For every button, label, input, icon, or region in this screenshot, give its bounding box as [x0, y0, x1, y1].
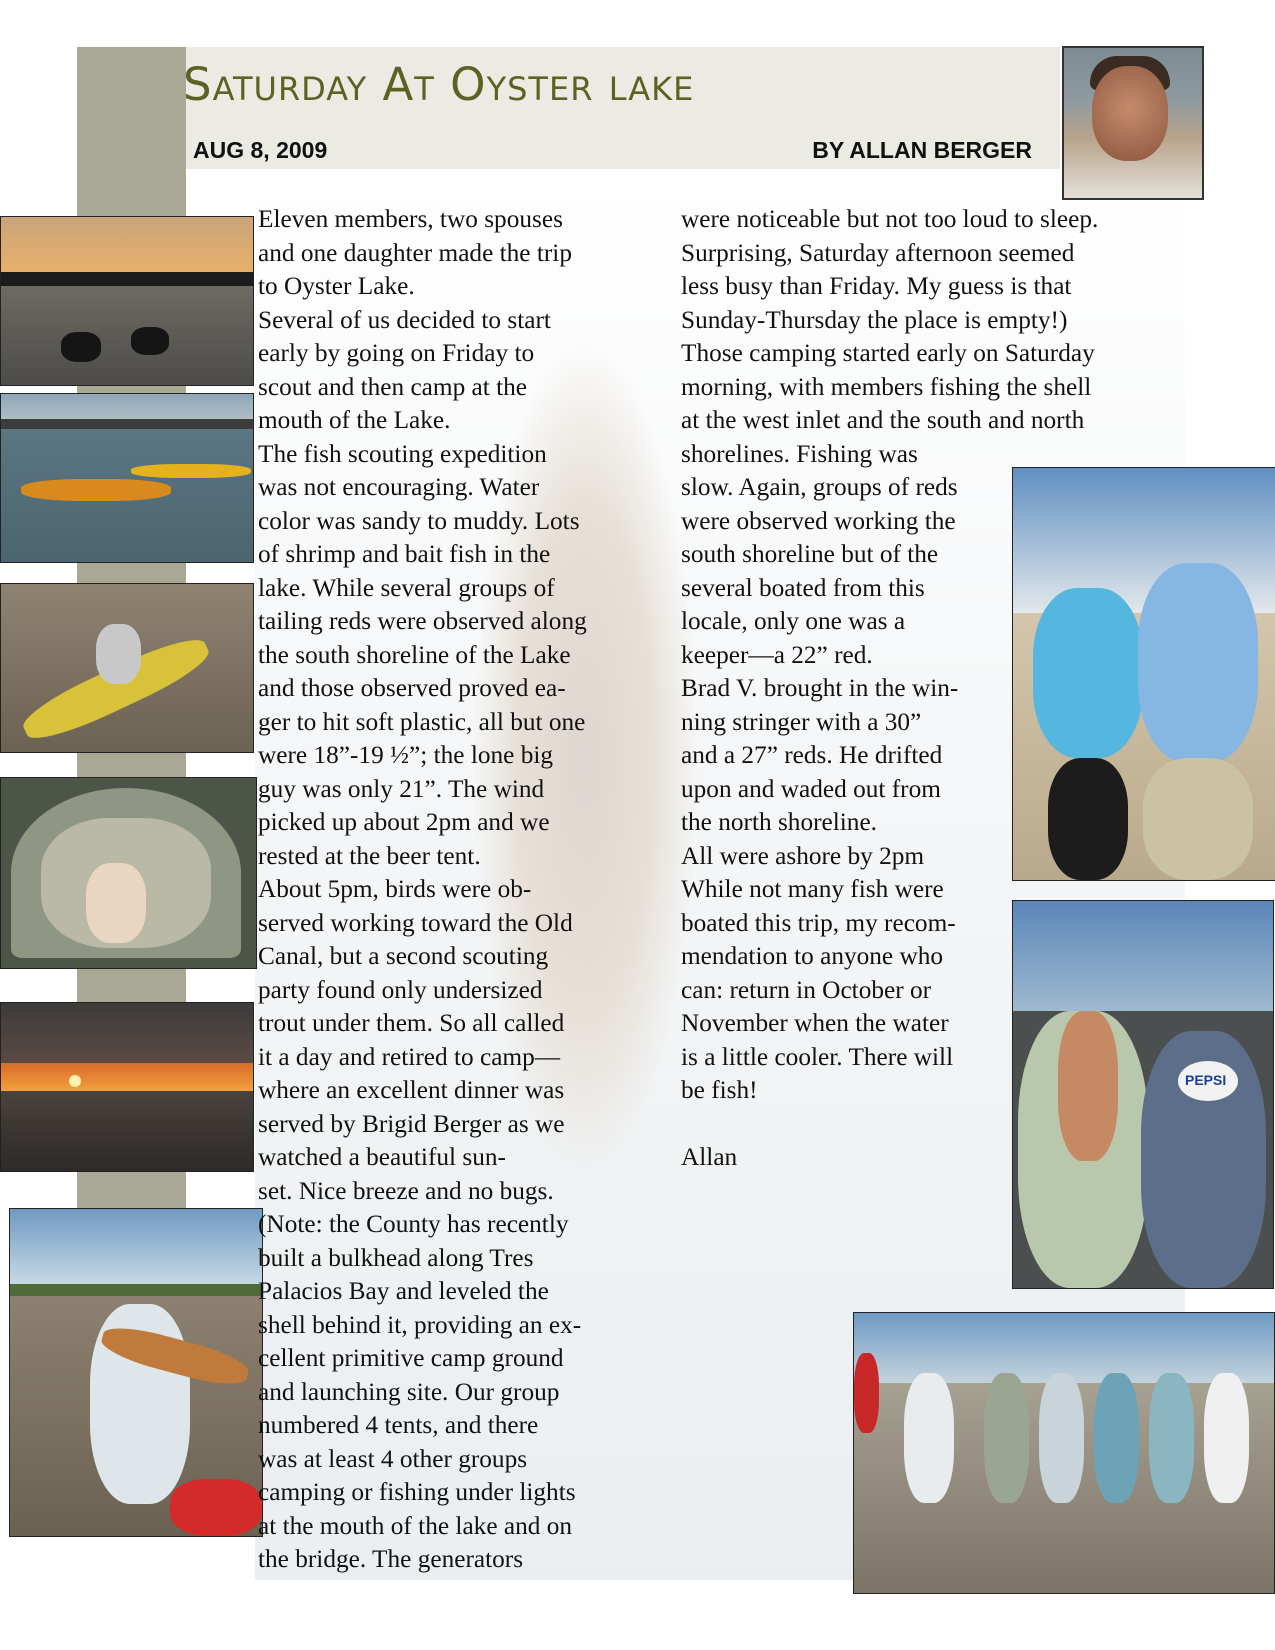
article-text-line: south shoreline but of the [681, 540, 939, 568]
photo-group-of-anglers [853, 1312, 1275, 1594]
article-text-line: of shrimp and bait fish in the [258, 540, 551, 568]
article-text-line: Those camping started early on Saturday [681, 339, 1095, 367]
article-text-line: The fish scouting expedition [258, 439, 547, 468]
article-text-line: tailing reds were observed along [258, 607, 587, 635]
article-text-line: keeper—a 22” red. [681, 640, 873, 669]
article-text-line: built a bulkhead along Tres [258, 1243, 534, 1272]
article-text-line: boated this trip, my recom- [681, 908, 956, 937]
article-text-line: Surprising, Saturday afternoon seemed [681, 238, 1075, 267]
article-text-line: cellent primitive camp ground [258, 1344, 564, 1372]
article-text-line: and one daughter made the trip [258, 238, 572, 267]
article-text-line: picked up about 2pm and we [258, 808, 550, 836]
photo-sunset-over-water [0, 1002, 254, 1172]
article-text-line: Allan [681, 1143, 738, 1171]
article-text-line: ger to hit soft plastic, all but one [258, 707, 586, 736]
article-text-line: early by going on Friday to [258, 339, 535, 367]
article-text-line: several boated from this [681, 573, 925, 602]
article-text-line: can: return in October or [681, 975, 932, 1004]
article-text-line: at the west inlet and the south and north [681, 406, 1085, 434]
article-text-line [681, 1108, 1098, 1142]
article-text-line: About 5pm, birds were ob- [258, 875, 532, 903]
article-byline: BY ALLAN BERGER [812, 137, 1032, 163]
article-text-line: were noticeable but not too loud to sleep. [681, 205, 1099, 233]
article-text-line: color was sandy to muddy. Lots [258, 506, 580, 535]
article-text-line: be fish! [681, 1076, 758, 1104]
article-text-line: Eleven members, two spouses [258, 205, 563, 233]
article-text-line: served by Brigid Berger as we [258, 1109, 565, 1138]
article-text-line: were 18”-19 ½”; the lone big [258, 741, 554, 769]
article-text-line: numbered 4 tents, and there [258, 1411, 539, 1439]
article-text-line: Palacios Bay and leveled the [258, 1277, 549, 1305]
article-text-line: locale, only one was a [681, 607, 906, 635]
article-body-right-column [681, 203, 1098, 1175]
photo-kayakers-sunset [0, 216, 254, 386]
article-text-line: Several of us decided to start [258, 305, 551, 334]
photo-kayakers-bridge [0, 393, 254, 563]
article-text-line: trout under them. So all called [258, 1009, 565, 1037]
article-text-line: the bridge. The generators [258, 1545, 524, 1573]
article-text-line: lake. While several groups of [258, 573, 555, 602]
article-text-line: mendation to anyone who [681, 942, 944, 970]
article-text-line: Brad V. brought in the win- [681, 674, 959, 702]
article-text-line: and launching site. Our group [258, 1377, 560, 1406]
article-title: Saturday At Oyster lake [183, 58, 695, 111]
article-text-line: scout and then camp at the [258, 372, 528, 401]
article-text-line: and those observed proved ea- [258, 674, 566, 702]
article-text-line: was at least 4 other groups [258, 1444, 528, 1473]
article-text-line: set. Nice breeze and no bugs. [258, 1176, 554, 1205]
photo-angler-yellow-kayak [0, 583, 254, 753]
article-text-line: shorelines. Fishing was [681, 439, 918, 468]
article-text-line: party found only undersized [258, 975, 543, 1004]
article-text-line: (Note: the County has recently [258, 1210, 569, 1238]
article-text-line: and a 27” reds. He drifted [681, 741, 943, 769]
article-text-line: While not many fish were [681, 875, 944, 903]
article-text-line: guy was only 21”. The wind [258, 774, 545, 803]
article-text-line: Sunday-Thursday the place is empty!) [681, 305, 1068, 334]
article-text-line: the south shoreline of the Lake [258, 640, 571, 669]
article-text-line: served working toward the Old [258, 908, 573, 937]
pepsi-logo-text: PEPSI [1185, 1072, 1227, 1088]
article-date: AUG 8, 2009 [193, 137, 328, 163]
article-text-line: slow. Again, groups of reds [681, 473, 958, 501]
article-text-line: the north shoreline. [681, 808, 878, 836]
article-text-line: at the mouth of the lake and on [258, 1511, 573, 1540]
article-text-line: morning, with members fishing the shell [681, 372, 1092, 401]
article-text-line: mouth of the Lake. [258, 406, 451, 434]
article-text-line: upon and waded out from [681, 774, 941, 803]
article-text-line: to Oyster Lake. [258, 272, 415, 300]
article-text-line: camping or fishing under lights [258, 1478, 576, 1506]
article-text-line: less busy than Friday. My guess is that [681, 272, 1072, 300]
article-text-line: it a day and retired to camp— [258, 1042, 561, 1071]
article-text-line: Canal, but a second scouting [258, 942, 549, 970]
article-text-line: watched a beautiful sun- [258, 1143, 506, 1171]
photo-angler-holding-redfish [9, 1208, 263, 1537]
article-text-line: is a little cooler. There will [681, 1042, 954, 1071]
pepsi-logo [1178, 1061, 1238, 1101]
article-text-line: November when the water [681, 1009, 949, 1037]
article-text-line: where an excellent dinner was [258, 1076, 565, 1104]
article-body-left-column [258, 203, 587, 1577]
article-text-line: rested at the beer tent. [258, 841, 481, 870]
author-portrait-photo [1062, 46, 1204, 200]
article-text-line: shell behind it, providing an ex- [258, 1310, 582, 1339]
article-text-line: was not encouraging. Water [258, 473, 540, 501]
photo-beer-tent [0, 777, 257, 969]
article-text-line: ning stringer with a 30” [681, 707, 922, 736]
article-text-line: were observed working the [681, 506, 956, 535]
article-text-line: All were ashore by 2pm [681, 841, 925, 870]
